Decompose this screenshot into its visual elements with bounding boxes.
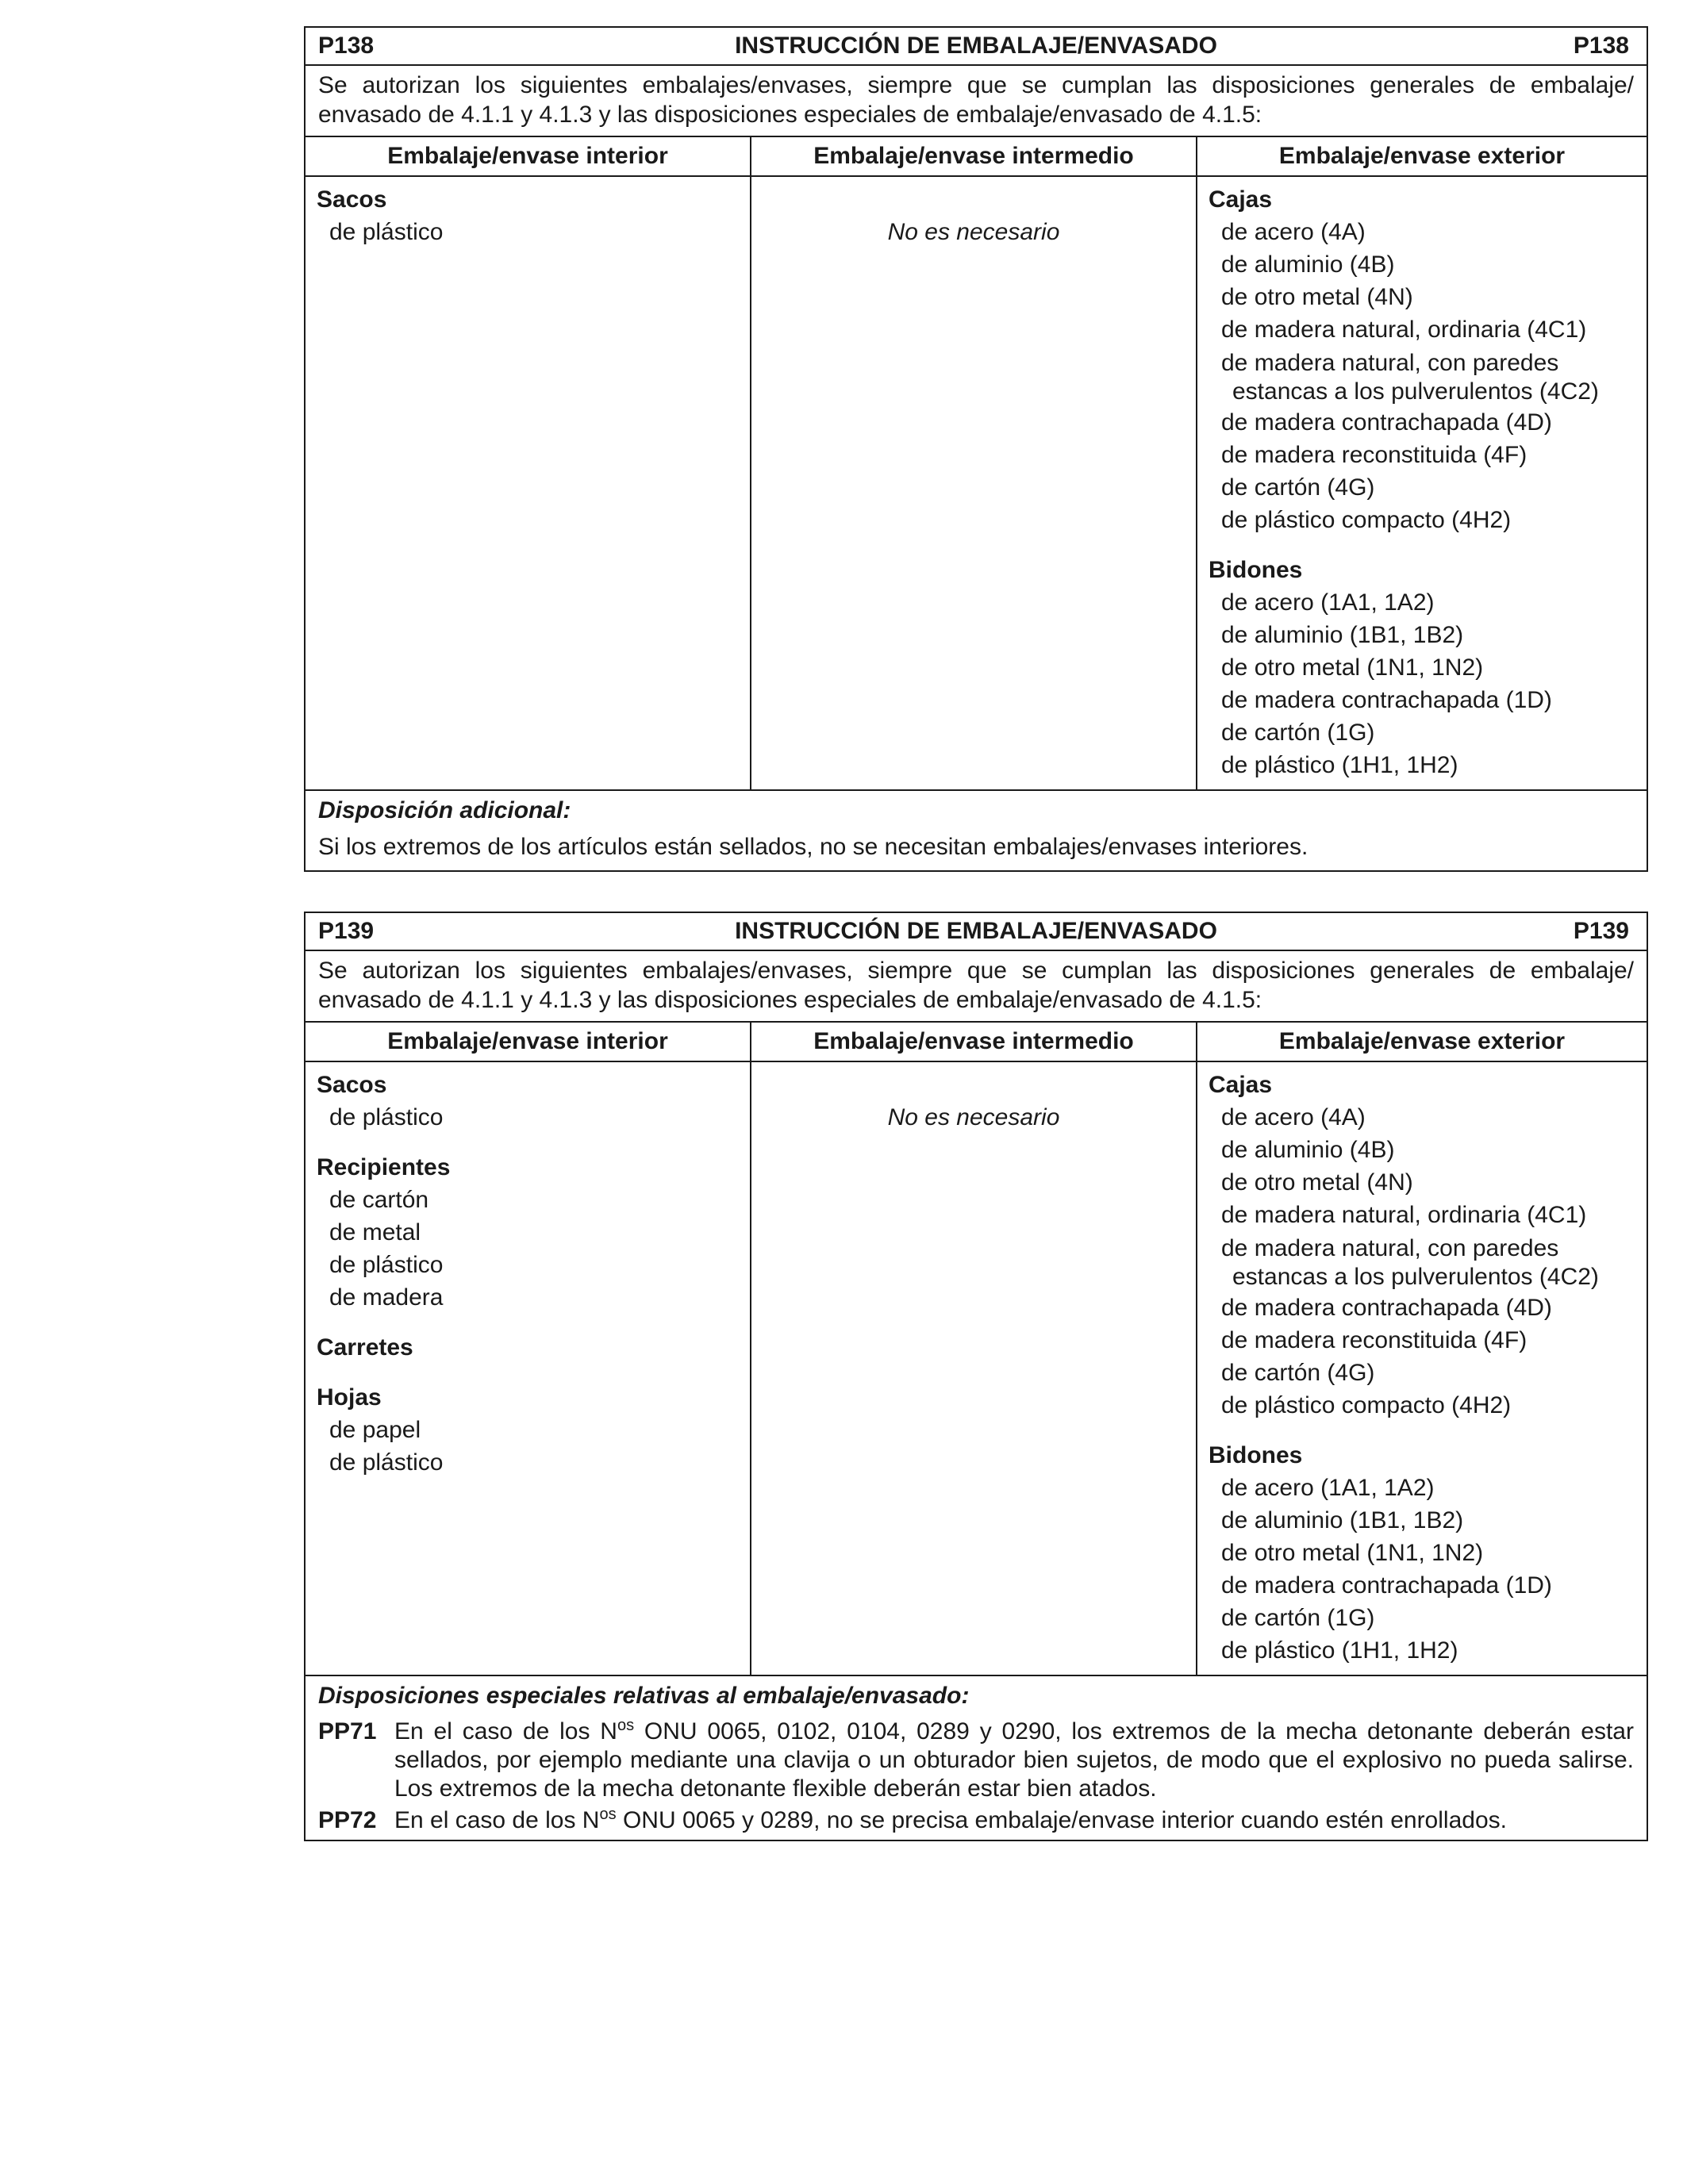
list-item: de plástico xyxy=(329,1252,444,1278)
list-item: de acero (1A1, 1A2) xyxy=(1221,1475,1435,1501)
instruction-header xyxy=(306,913,1647,951)
provision-pp71 xyxy=(318,1718,1634,1803)
instruction-code-right: P138 xyxy=(1573,33,1629,59)
not-required-text: No es necesario xyxy=(887,219,1060,245)
list-item: de madera natural, con paredes xyxy=(1221,350,1559,376)
intermediate-packaging-cell xyxy=(751,177,1197,789)
list-item: de madera natural, con paredes xyxy=(1221,1235,1559,1261)
instruction-code-right: P139 xyxy=(1573,918,1629,944)
list-item: de madera contrachapada (4D) xyxy=(1221,1295,1552,1321)
outer-packaging-cell xyxy=(1197,177,1647,789)
provision-code: PP71 xyxy=(318,1718,377,1745)
packing-instruction-p139 xyxy=(304,912,1648,1841)
list-item: de madera reconstituida (4F) xyxy=(1221,442,1528,468)
list-item: de madera contrachapada (1D) xyxy=(1221,687,1552,713)
intermediate-packaging-cell xyxy=(751,1062,1197,1675)
list-item: de otro metal (1N1, 1N2) xyxy=(1221,654,1484,681)
list-item-continuation: estancas a los pulverulentos (4C2) xyxy=(1232,1264,1599,1290)
column-headers xyxy=(306,137,1647,177)
provision-text: En el caso de los $N^{os}$ ONU 0065, 0102, 0104, 0289 y 0290, los extremos de la mecha detonante deberán estar sellados, por ejemplo mediante una clavija o un obturador bien sujetos, de modo que el explosivo no pueda salirse. Los extremos de la mecha detonante flexible deberán estar bien atados. xyxy=(394,1717,1634,1802)
category-label: Bidones xyxy=(1209,1442,1303,1468)
provision-pp72 xyxy=(318,1806,1634,1835)
instruction-title: INSTRUCCIÓN DE EMBALAJE/ENVASADO xyxy=(735,33,1217,59)
list-item: de otro metal (1N1, 1N2) xyxy=(1221,1540,1484,1566)
list-item: de madera reconstituida (4F) xyxy=(1221,1327,1528,1353)
packaging-columns xyxy=(306,177,1647,789)
list-item: de madera natural, ordinaria (4C1) xyxy=(1221,317,1587,343)
list-item: de otro metal (4N) xyxy=(1221,284,1413,310)
category-label: Cajas xyxy=(1209,1072,1273,1098)
additional-provision xyxy=(306,789,1647,870)
instruction-code-left: P139 xyxy=(318,918,375,944)
category-label: Sacos xyxy=(317,1072,387,1098)
col-header-inner: Embalaje/envase interior xyxy=(306,137,751,175)
list-item: de madera contrachapada (1D) xyxy=(1221,1572,1552,1599)
category-label: Carretes xyxy=(317,1334,413,1361)
inner-packaging-cell xyxy=(306,1062,751,1675)
list-item: de aluminio (4B) xyxy=(1221,1137,1395,1163)
provision-text: Si los extremos de los artículos están sellados, no se necesitan embalajes/envases interiores. xyxy=(318,834,1308,860)
category-label: Hojas xyxy=(317,1384,382,1411)
list-item: de plástico compacto (4H2) xyxy=(1221,507,1512,533)
list-item: de cartón (1G) xyxy=(1221,720,1375,746)
list-item: de plástico (1H1, 1H2) xyxy=(1221,752,1458,778)
instruction-intro: Se autorizan los siguientes embalajes/envases, siempre que se cumplan las disposiciones generales de embalaje/ envasado de 4.1.1 y 4.1.3 y las disposiciones especiales de embalaje/envasado de 4.1.5: xyxy=(306,66,1647,137)
list-item: de cartón (4G) xyxy=(1221,474,1375,501)
list-item: de plástico (1H1, 1H2) xyxy=(1221,1637,1458,1664)
list-item: de madera contrachapada (4D) xyxy=(1221,409,1552,436)
instruction-header xyxy=(306,28,1647,66)
provisions-title: Disposiciones especiales relativas al embalaje/envasado: xyxy=(318,1683,970,1709)
list-item-continuation: estancas a los pulverulentos (4C2) xyxy=(1232,378,1599,405)
category-label: Cajas xyxy=(1209,186,1273,213)
category-label: Recipientes xyxy=(317,1154,451,1180)
provision-title: Disposición adicional: xyxy=(318,797,571,823)
list-item: de cartón (4G) xyxy=(1221,1360,1375,1386)
col-header-intermediate: Embalaje/envase intermedio xyxy=(751,137,1197,175)
provision-text: En el caso de los $N^{os}$ ONU 0065 y 0289, no se precisa embalaje/envase interior cuando estén enrollados. xyxy=(394,1806,1507,1833)
instruction-code-left: P138 xyxy=(318,33,375,59)
col-header-inner: Embalaje/envase interior xyxy=(306,1023,751,1061)
list-item: de aluminio (1B1, 1B2) xyxy=(1221,622,1464,648)
list-item: de plástico xyxy=(329,219,444,245)
col-header-intermediate: Embalaje/envase intermedio xyxy=(751,1023,1197,1061)
instruction-intro: Se autorizan los siguientes embalajes/envases, siempre que se cumplan las disposiciones generales de embalaje/ envasado de 4.1.1 y 4.1.3 y las disposiciones especiales de embalaje/envasado de 4.1.5: xyxy=(306,951,1647,1023)
provision-code: PP72 xyxy=(318,1807,377,1833)
list-item: de acero (4A) xyxy=(1221,219,1366,245)
category-label: Bidones xyxy=(1209,557,1303,583)
list-item: de aluminio (4B) xyxy=(1221,251,1395,278)
list-item: de plástico xyxy=(329,1104,444,1130)
list-item: de acero (4A) xyxy=(1221,1104,1366,1130)
instruction-title: INSTRUCCIÓN DE EMBALAJE/ENVASADO xyxy=(735,918,1217,944)
packaging-columns xyxy=(306,1062,1647,1675)
list-item: de otro metal (4N) xyxy=(1221,1169,1413,1196)
special-provisions xyxy=(306,1675,1647,1840)
list-item: de plástico xyxy=(329,1449,444,1476)
col-header-outer: Embalaje/envase exterior xyxy=(1278,143,1566,169)
inner-packaging-cell xyxy=(306,177,751,789)
column-headers xyxy=(306,1023,1647,1062)
outer-packaging-cell xyxy=(1197,1062,1647,1675)
list-item: de acero (1A1, 1A2) xyxy=(1221,589,1435,616)
list-item: de madera xyxy=(329,1284,444,1311)
list-item: de aluminio (1B1, 1B2) xyxy=(1221,1507,1464,1533)
list-item: de madera natural, ordinaria (4C1) xyxy=(1221,1202,1587,1228)
list-item: de cartón xyxy=(329,1187,429,1213)
list-item: de cartón (1G) xyxy=(1221,1605,1375,1631)
category-label: Sacos xyxy=(317,186,387,213)
not-required-text: No es necesario xyxy=(887,1104,1060,1130)
packing-instruction-p138 xyxy=(304,26,1648,872)
list-item: de plástico compacto (4H2) xyxy=(1221,1392,1512,1418)
col-header-outer: Embalaje/envase exterior xyxy=(1278,1028,1566,1054)
list-item: de metal xyxy=(329,1219,421,1246)
list-item: de papel xyxy=(329,1417,421,1443)
